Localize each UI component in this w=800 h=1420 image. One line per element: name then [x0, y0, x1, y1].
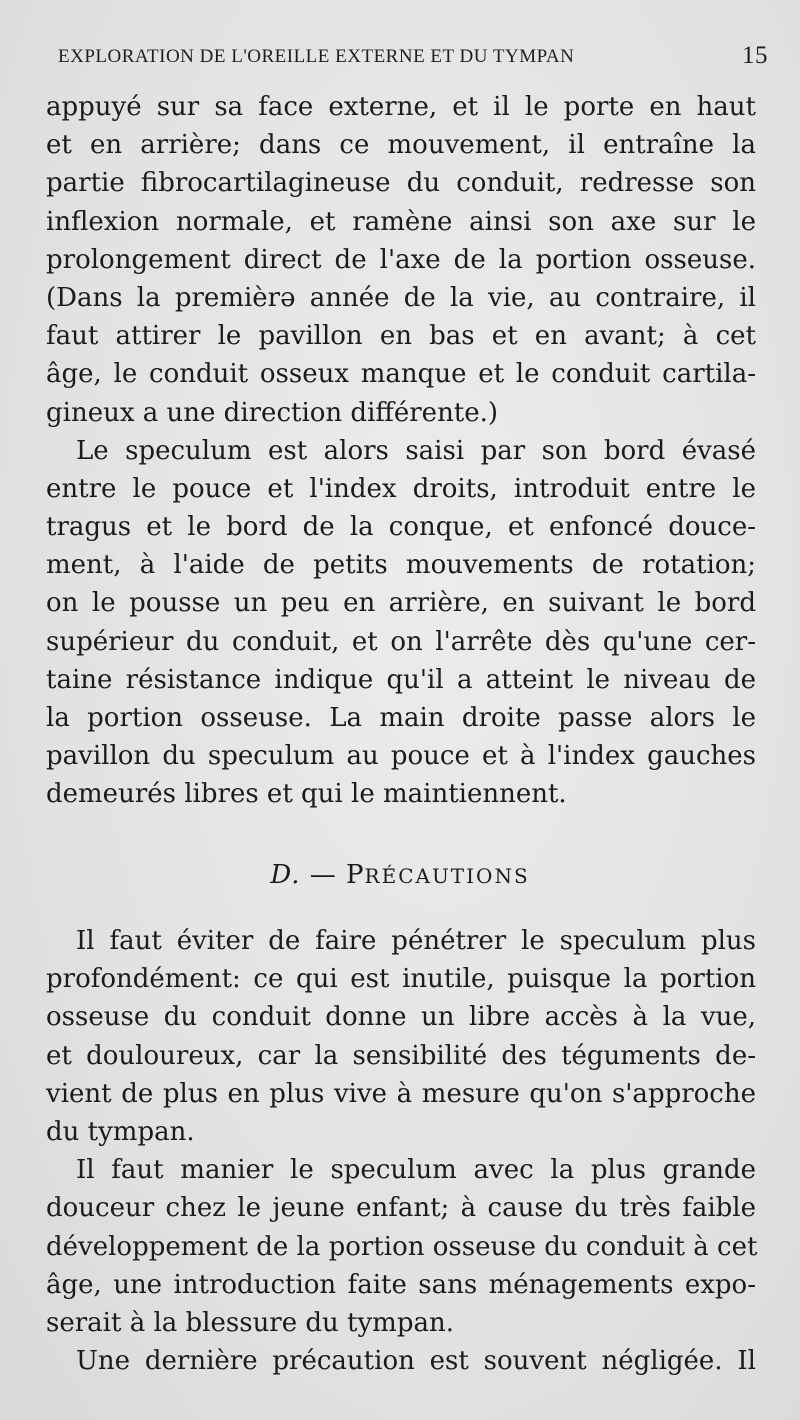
text-line: vient de plus en plus vive à mesure qu'on s'approche	[46, 1078, 756, 1109]
text-line: osseuse du conduit donne un libre accès à la vue,	[46, 1002, 756, 1033]
text-line: Il faut éviter de faire pénétrer le speculum plus	[76, 926, 756, 956]
text-line: (Dans la premièrə année de la vie, au contraire, il	[46, 282, 756, 313]
paragraph-block-1	[46, 88, 756, 814]
paragraph-block-2	[46, 922, 756, 1380]
section-letter: D.	[270, 860, 301, 890]
text-line: Une dernière précaution est souvent négligée. Il	[76, 1346, 756, 1377]
text-line: partie fibrocartilagineuse du conduit, redresse son	[46, 168, 756, 199]
text-line: taine résistance indique qu'il a atteint le niveau de	[46, 664, 756, 695]
text-line: âge, le conduit osseux manque et le conduit cartila-	[46, 359, 756, 390]
running-head-title: EXPLORATION DE L'OREILLE EXTERNE ET DU TYMPAN	[58, 46, 575, 67]
text-line: du tympan.	[46, 1116, 195, 1147]
text-line: âge, une introduction faite sans ménagements expo-	[46, 1269, 756, 1300]
text-line: pavillon du speculum au pouce et à l'index gauches	[46, 741, 756, 772]
text-line: tragus et le bord de la conque, et enfoncé douce-	[46, 512, 756, 543]
text-line: gineux a une direction différente.)	[46, 397, 499, 428]
text-line: appuyé sur sa face externe, et il le porte en haut	[46, 92, 756, 122]
section-heading	[0, 855, 800, 895]
text-line: douceur chez le jeune enfant; à cause du très faible	[46, 1193, 756, 1224]
text-line: entre le pouce et l'index droits, introduit entre le	[46, 473, 756, 504]
section-title: RÉCAUTIONS	[364, 864, 530, 888]
text-line: ment, à l'aide de petits mouvements de rotation;	[46, 550, 756, 581]
text-line: et en arrière; dans ce mouvement, il entraîne la	[46, 130, 756, 161]
text-line: inflexion normale, et ramène ainsi son axe sur le	[46, 206, 756, 237]
section-dash: — P	[300, 860, 365, 890]
text-line: développement de la portion osseuse du conduit à cet	[46, 1231, 758, 1262]
text-line: Il faut manier le speculum avec la plus grande	[76, 1155, 756, 1186]
text-line: Le speculum est alors saisi par son bord évasé	[76, 435, 756, 466]
text-line: et douloureux, car la sensibilité des téguments de-	[46, 1040, 756, 1071]
text-line: prolongement direct de l'axe de la portion osseuse.	[46, 244, 756, 275]
text-line: serait à la blessure du tympan.	[46, 1307, 454, 1338]
text-line: la portion osseuse. La main droite passe alors le	[46, 703, 756, 733]
text-line: profondément: ce qui est inutile, puisque la portion	[46, 964, 756, 995]
running-head	[58, 40, 768, 76]
text-line: supérieur du conduit, et on l'arrête dès qu'une cer-	[46, 626, 756, 657]
page-number: 15	[742, 42, 768, 69]
text-line: on le pousse un peu en arrière, en suivant le bord	[46, 588, 756, 619]
text-line: faut attirer le pavillon en bas et en avant; à cet	[46, 321, 756, 352]
text-line: demeurés libres et qui le maintiennent.	[46, 779, 567, 810]
